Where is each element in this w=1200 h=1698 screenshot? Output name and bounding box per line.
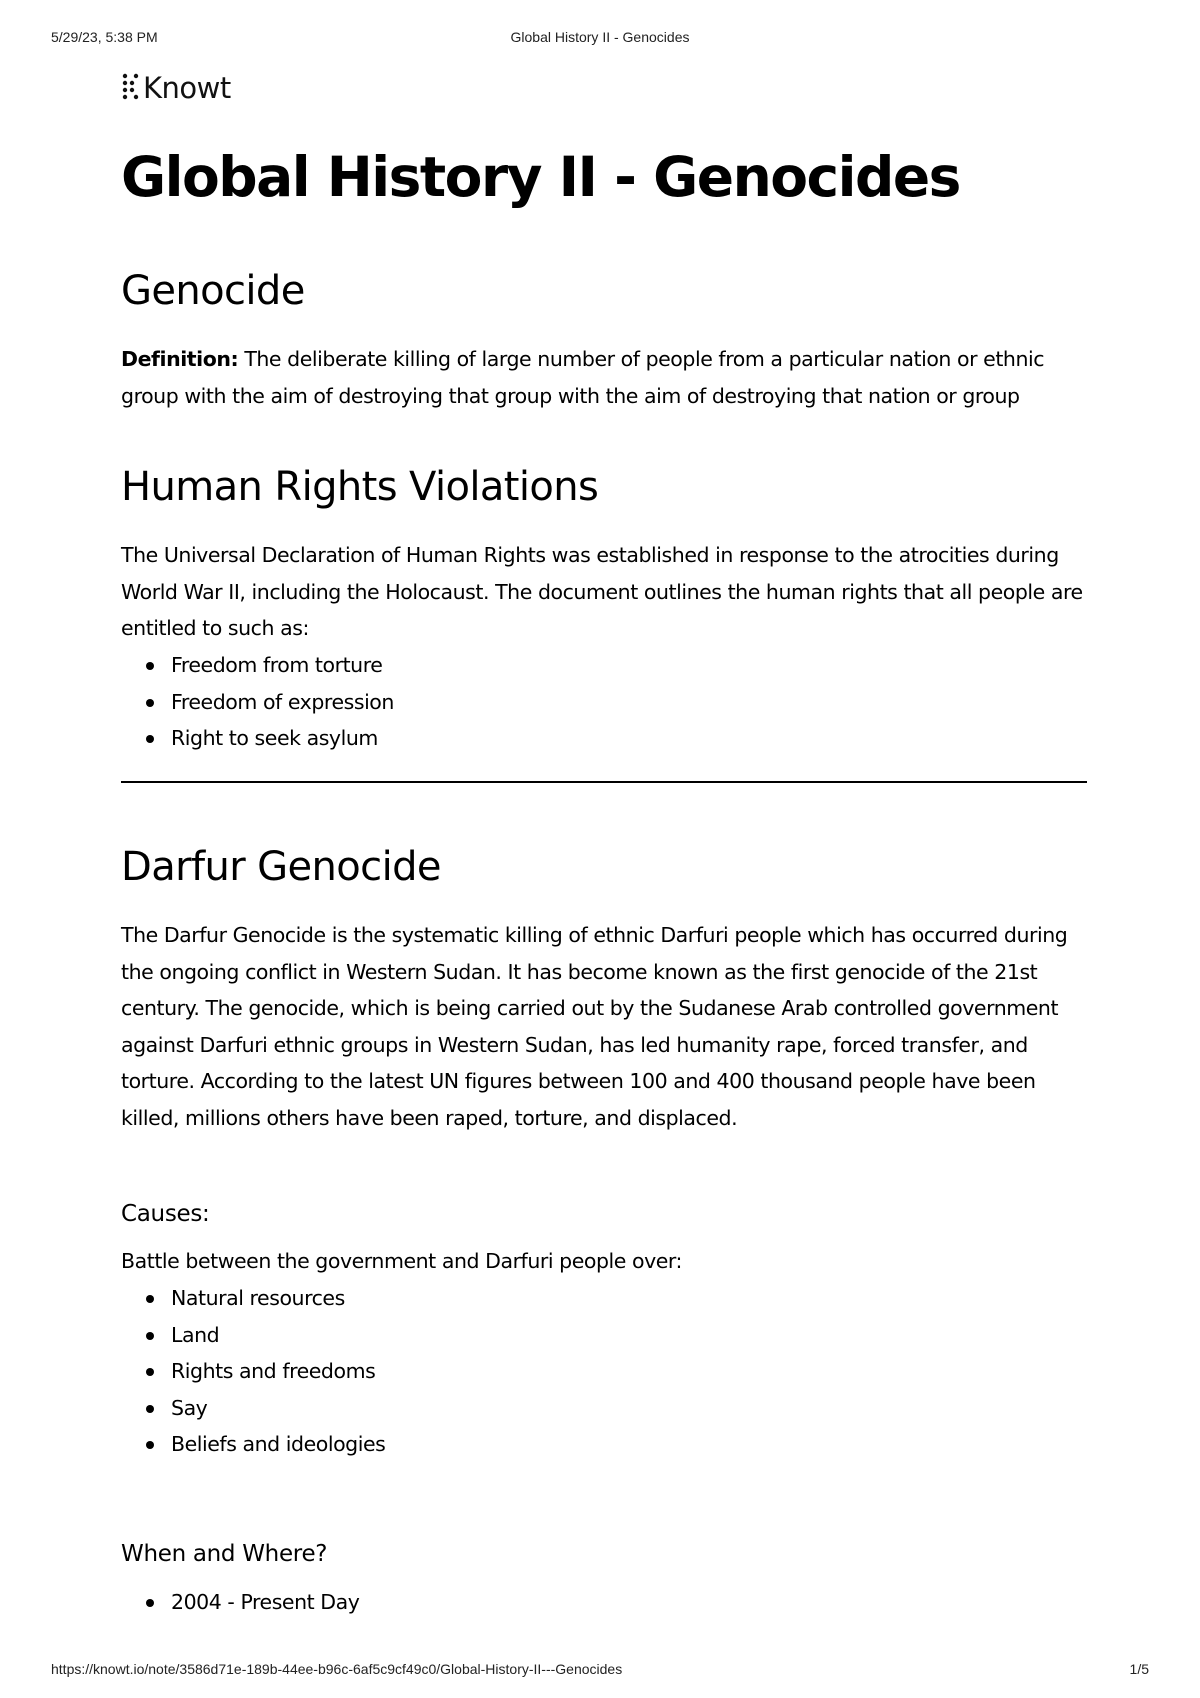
human-rights-paragraph: The Universal Declaration of Human Rights was established in response to the atrocities during World War II, including the Holocaust. The document outlines the human rights that all people are entitled to such as: [121, 543, 1083, 641]
human-rights-list [121, 647, 394, 757]
print-footer [51, 1661, 1149, 1681]
print-header [51, 29, 1149, 49]
list-item: Freedom from torture [121, 647, 394, 684]
definition-text: The deliberate killing of large number of people from a particular nation or ethnic group with the aim of destroying that group with the aim of destroying that nation or group [121, 347, 1045, 408]
page-number: 1/5 [1129, 1661, 1149, 1677]
list-item: Natural resources [121, 1280, 385, 1317]
logo-text: Knowt [143, 71, 231, 105]
causes-intro: Battle between the government and Darfuri people over: [121, 1249, 683, 1273]
list-item: Freedom of expression [121, 684, 394, 721]
list-item: Land [121, 1317, 385, 1354]
list-item: Rights and freedoms [121, 1353, 385, 1390]
heading-when-and-where: When and Where? [121, 1541, 328, 1567]
darfur-paragraph: The Darfur Genocide is the systematic killing of ethnic Darfuri people which has occurred during the ongoing conflict in Western Sudan. It has become known as the first genocide of the 21st century. The genocide, which is being carried out by the Sudanese Arab controlled government against Darfuri ethnic groups in Western Sudan, has led humanity rape, forced transfer, and torture. According to the latest UN figures between 100 and 400 thousand people have been killed, millions others have been raped, torture, and displaced. [121, 923, 1068, 1130]
when-where-list [121, 1584, 359, 1621]
list-item: 2004 - Present Day [121, 1584, 359, 1621]
print-datetime: 5/29/23, 5:38 PM [51, 29, 158, 45]
section-divider [121, 781, 1087, 783]
heading-causes: Causes: [121, 1201, 210, 1227]
heading-darfur-genocide: Darfur Genocide [121, 844, 441, 890]
knowt-logo[interactable] [121, 68, 231, 108]
definition-label: Definition: [121, 347, 239, 371]
print-url: https://knowt.io/note/3586d71e-189b-44ee-b96c-6af5c9cf49c0/Global-History-II---Genocides [51, 1661, 623, 1677]
causes-list [121, 1280, 385, 1463]
print-title: Global History II - Genocides [510, 29, 690, 45]
heading-genocide: Genocide [121, 268, 305, 314]
list-item: Say [121, 1390, 385, 1427]
list-item: Right to seek asylum [121, 720, 394, 757]
document-title: Global History II - Genocides [121, 145, 960, 209]
heading-human-rights-violations: Human Rights Violations [121, 464, 599, 510]
knowt-dots-logo-icon [121, 71, 139, 105]
list-item: Beliefs and ideologies [121, 1426, 385, 1463]
definition-paragraph [121, 341, 1087, 414]
